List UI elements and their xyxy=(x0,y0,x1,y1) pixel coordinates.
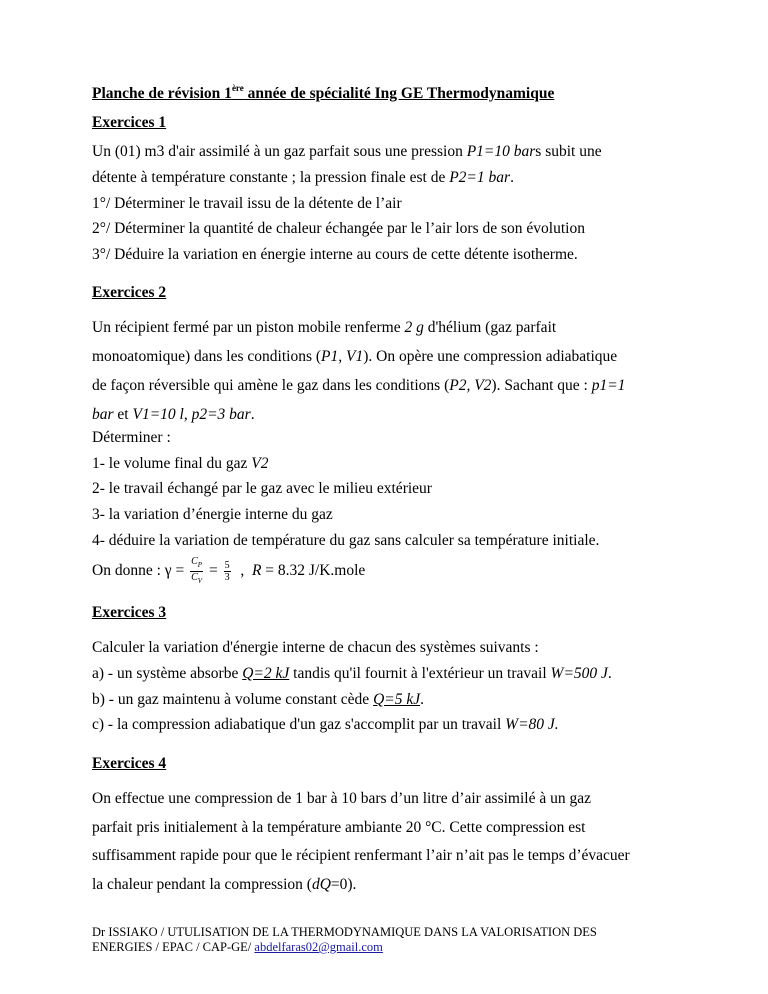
ex1-question-2: 2°/ Déterminer la quantité de chaleur échangée par le l’air lors de son évolution xyxy=(92,220,585,237)
exercise-4-heading: Exercices 4 xyxy=(92,755,167,772)
ex2-item-4: 4- déduire la variation de température du gaz sans calculer sa température initiale. xyxy=(92,532,600,549)
ex2-text-line: bar et V1=10 l, p2=3 bar. xyxy=(92,406,255,423)
ex1-question-1: 1°/ Déterminer le travail issu de la détente de l’air xyxy=(92,195,402,212)
gamma-fraction: $\frac{C_P}{C_V}$ xyxy=(191,556,203,585)
ex3-intro: Calculer la variation d'énergie interne de chacun des systèmes suivants : xyxy=(92,639,539,656)
ex4-text-line: la chaleur pendant la compression (dQ=0). xyxy=(92,876,357,893)
exercise-3-heading: Exercices 3 xyxy=(92,604,167,621)
five-thirds-fraction: $\frac{5}{3}$ xyxy=(224,560,230,583)
page-title: Planche de révision 1ère année de spécialité Ing GE Thermodynamique xyxy=(92,83,555,102)
ex2-text-line: monoatomique) dans les conditions (P1, V1). On opère une compression adiabatique xyxy=(92,348,618,365)
ex3-item-a: a) - un système absorbe Q=2 kJ tandis qu'il fournit à l'extérieur un travail W=500 J. xyxy=(92,665,612,682)
ex2-item-3: 3- la variation d’énergie interne du gaz xyxy=(92,506,333,523)
ex3-item-c: c) - la compression adiabatique d'un gaz s'accomplit par un travail W=80 J. xyxy=(92,716,559,733)
exercise-2-heading: Exercices 2 xyxy=(92,284,167,301)
ex2-determine-label: Déterminer : xyxy=(92,429,171,446)
footer-line: Dr ISSIAKO / UTULISATION DE LA THERMODYNAMIQUE DANS LA VALORISATION DES xyxy=(92,925,597,939)
ex3-item-b: b) - un gaz maintenu à volume constant cède Q=5 kJ. xyxy=(92,691,424,708)
ex1-text-line: détente à température constante ; la pression finale est de P2=1 bar. xyxy=(92,169,514,186)
ex4-text-line: parfait pris initialement à la température ambiante 20 °C. Cette compression est xyxy=(92,819,586,836)
ex2-item-1: 1- le volume final du gaz V2 xyxy=(92,455,269,472)
ex1-text-line: Un (01) m3 d'air assimilé à un gaz parfait sous une pression P1=10 bars subit une xyxy=(92,143,602,160)
ex2-item-2: 2- le travail échangé par le gaz avec le milieu extérieur xyxy=(92,480,432,497)
exercise-1-heading: Exercices 1 xyxy=(92,114,167,131)
ex2-text-line: de façon réversible qui amène le gaz dans les conditions (P2, V2). Sachant que : p1=1 xyxy=(92,377,626,394)
ex4-text-line: On effectue une compression de 1 bar à 10 bars d’un litre d’air assimilé à un gaz xyxy=(92,790,591,807)
ex4-text-line: suffisamment rapide pour que le récipient renfermant l’air n’ait pas le temps d’évacuer xyxy=(92,847,630,864)
footer-email-link[interactable]: abdelfaras02@gmail.com xyxy=(254,940,383,954)
ex1-question-3: 3°/ Déduire la variation en énergie interne au cours de cette détente isotherme. xyxy=(92,246,578,263)
footer-line: ENERGIES / EPAC / CAP-GE/ abdelfaras02@gmail.com xyxy=(92,940,383,954)
ex2-text-line: Un récipient fermé par un piston mobile renferme 2 g d'hélium (gaz parfait xyxy=(92,319,557,336)
ex2-given-formula: On donne : γ = $\frac{C_P}{C_V}$ = $\frac{5}{3}$ , R = 8.32 J/K.mole xyxy=(92,556,366,585)
